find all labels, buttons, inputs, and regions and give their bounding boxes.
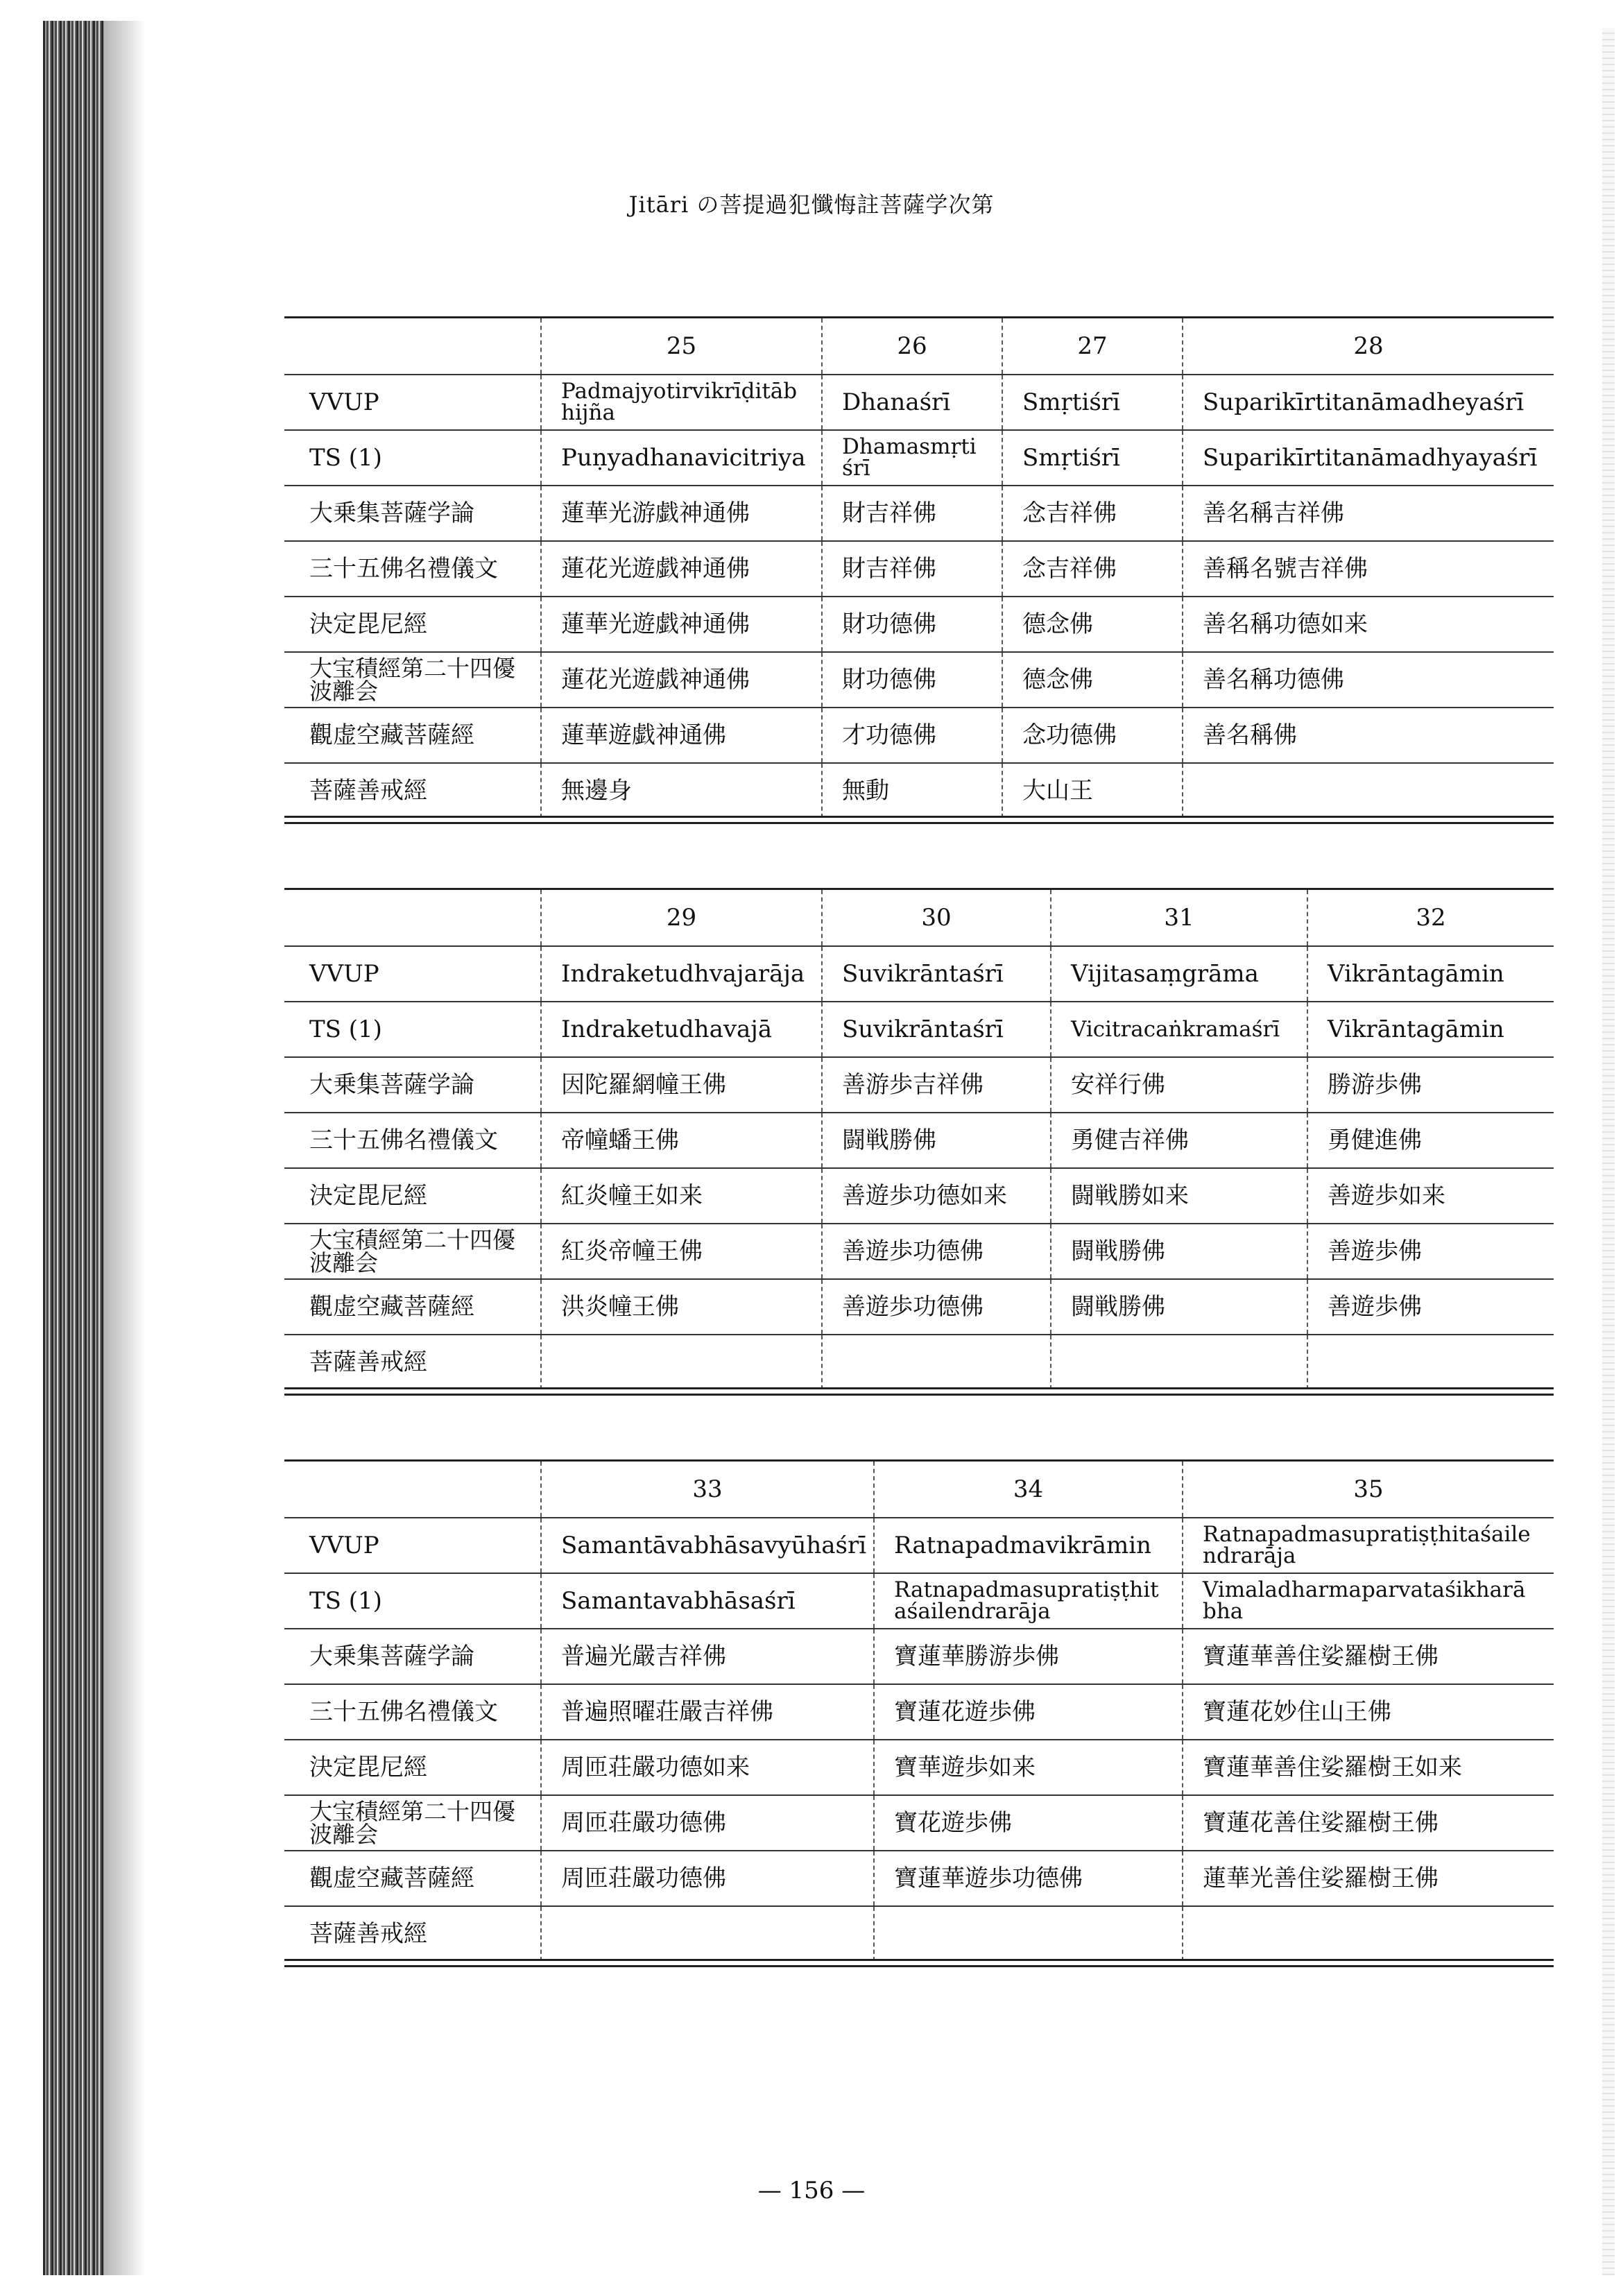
row-label: 觀虚空藏菩薩經 [284,1851,541,1906]
table-cell: 普遍光嚴吉祥佛 [541,1629,874,1684]
table-row [284,375,1554,430]
table-cell: 帝幢蟠王佛 [541,1113,822,1168]
table-cell: Suparikīrtitanāmadheyaśrī [1183,375,1554,430]
table-cell [1183,1906,1554,1961]
table-cell: 周匝荘嚴功德佛 [541,1851,874,1906]
table-row [284,1629,1554,1684]
table-cell: 寶蓮花妙住山王佛 [1183,1684,1554,1740]
table-cell: 洪炎幢王佛 [541,1279,822,1335]
table-cell: Suparikīrtitanāmadhyayaśrī [1183,430,1554,486]
table-cell: 善游歩吉祥佛 [822,1057,1051,1113]
row-label: TS (1) [284,1002,541,1057]
table-cell: 德念佛 [1002,597,1183,652]
scan-spine-shadow [43,21,104,2275]
table-cell: 念吉祥佛 [1002,486,1183,541]
table-row [284,1573,1554,1629]
table-cell: 寶蓮花善住娑羅樹王佛 [1183,1795,1554,1851]
table-cell: Ratnapadmasupratiṣṭhitaśailendrarāja [1183,1518,1554,1573]
table-cell: 寶花遊歩佛 [874,1795,1183,1851]
table-cell: 無邊身 [541,763,822,818]
table-cell: 善遊歩佛 [1307,1279,1554,1335]
table-cell: 寶華遊歩如来 [874,1740,1183,1795]
table-cell: Samantavabhāsaśrī [541,1573,874,1629]
column-number: 32 [1307,889,1554,947]
table-cell: 大山王 [1002,763,1183,818]
table-header-row [284,889,1554,947]
row-label: 大宝積經第二十四優波離会 [284,652,541,708]
row-label: VVUP [284,375,541,430]
table-row [284,1168,1554,1224]
table-row [284,1002,1554,1057]
table-cell: Suvikrāntaśrī [822,1002,1051,1057]
table-cell: Dhamasmṛtiśrī [822,430,1002,486]
table-cell: Padmajyotirvikrīḍitābhijña [541,375,822,430]
table-cell: 因陀羅網幢王佛 [541,1057,822,1113]
column-number: 25 [541,318,822,375]
row-label: 大乗集菩薩学論 [284,1057,541,1113]
table-cell: Vikrāntagāmin [1307,946,1554,1002]
table-cell: 周匝荘嚴功德如来 [541,1740,874,1795]
column-number: 26 [822,318,1002,375]
table-cell: 勝游歩佛 [1307,1057,1554,1113]
table-cell: Suvikrāntaśrī [822,946,1051,1002]
table-cell: Vicitracaṅkramaśrī [1051,1002,1307,1057]
table-cell: 善遊歩功德佛 [822,1279,1051,1335]
row-label: 三十五佛名禮儀文 [284,1684,541,1740]
row-label: 決定毘尼經 [284,1740,541,1795]
table-buddha-names-25-28 [284,316,1554,818]
table-cell: 寶蓮華遊歩功德佛 [874,1851,1183,1906]
table-cell: Vimaladharmaparvataśikharābha [1183,1573,1554,1629]
row-label: 大宝積經第二十四優波離会 [284,1224,541,1279]
table-cell: 蓮花光遊戯神通佛 [541,652,822,708]
table-cell: 寶蓮華勝游歩佛 [874,1629,1183,1684]
table-row [284,1224,1554,1279]
row-label: 三十五佛名禮儀文 [284,541,541,597]
table-row [284,946,1554,1002]
table-cell: 勇健進佛 [1307,1113,1554,1168]
row-label: 大宝積經第二十四優波離会 [284,1795,541,1851]
row-label: 決定毘尼經 [284,1168,541,1224]
table-cell: Dhanaśrī [822,375,1002,430]
table-cell: Smṛtiśrī [1002,430,1183,486]
table-cell: Ratnapadmasupratiṣṭhitaśailendrarāja [874,1573,1183,1629]
table-cell [541,1335,822,1389]
table-cell: 闘戦勝佛 [1051,1279,1307,1335]
table-cell: 蓮花光遊戯神通佛 [541,541,822,597]
row-label: 菩薩善戒經 [284,1906,541,1961]
table-row [284,1335,1554,1389]
table-row [284,541,1554,597]
table-row [284,1113,1554,1168]
table-cell: Ratnapadmavikrāmin [874,1518,1183,1573]
table-cell: 普遍照曜荘嚴吉祥佛 [541,1684,874,1740]
table-row [284,1684,1554,1740]
table-cell [1051,1335,1307,1389]
row-label: 大乗集菩薩学論 [284,1629,541,1684]
table-cell: 念功德佛 [1002,708,1183,763]
table-cell: 善名稱佛 [1183,708,1554,763]
column-number: 35 [1183,1461,1554,1518]
table-row [284,1906,1554,1961]
table-cell: 安祥行佛 [1051,1057,1307,1113]
column-number: 28 [1183,318,1554,375]
table-cell: 周匝荘嚴功德佛 [541,1795,874,1851]
table-row [284,708,1554,763]
table-cell: Samantāvabhāsavyūhaśrī [541,1518,874,1573]
table-cell: 蓮華光遊戯神通佛 [541,597,822,652]
table-cell [874,1906,1183,1961]
table-cell: 蓮華光善住娑羅樹王佛 [1183,1851,1554,1906]
table-cell: Indraketudhavajā [541,1002,822,1057]
table-cell: Vijitasaṃgrāma [1051,946,1307,1002]
row-label: TS (1) [284,430,541,486]
table-cell: 蓮華光游戯神通佛 [541,486,822,541]
table-cell: 財功德佛 [822,652,1002,708]
scan-right-edge [1602,28,1615,2275]
table-bottom-rule [284,816,1554,824]
table-row [284,1851,1554,1906]
table-cell: 闘戦勝如来 [1051,1168,1307,1224]
table-bottom-rule [284,1387,1554,1396]
scan-spine-fade [104,21,146,2275]
table-cell: 闘戦勝佛 [822,1113,1051,1168]
table-row [284,763,1554,818]
table-buddha-names-33-35 [284,1459,1554,1961]
row-label: TS (1) [284,1573,541,1629]
column-number: 33 [541,1461,874,1518]
table-cell: 蓮華遊戯神通佛 [541,708,822,763]
table-row [284,1740,1554,1795]
table-row [284,1795,1554,1851]
row-label: 菩薩善戒經 [284,1335,541,1389]
column-number: 29 [541,889,822,947]
row-label: 菩薩善戒經 [284,763,541,818]
row-label: 觀虚空藏菩薩經 [284,708,541,763]
table-cell: 善遊歩功德如来 [822,1168,1051,1224]
table-cell: 紅炎幢王如来 [541,1168,822,1224]
table-cell: 才功德佛 [822,708,1002,763]
table-cell: Indraketudhvajarāja [541,946,822,1002]
column-number: 31 [1051,889,1307,947]
table-cell: 善名稱功德如来 [1183,597,1554,652]
table-header-row [284,1461,1554,1518]
table-cell: 寶蓮華善住娑羅樹王佛 [1183,1629,1554,1684]
table-cell: 善遊歩功德佛 [822,1224,1051,1279]
table-cell: 寶蓮花遊歩佛 [874,1684,1183,1740]
table-row [284,597,1554,652]
column-number: 34 [874,1461,1183,1518]
table-buddha-names-29-32 [284,888,1554,1389]
column-number: 27 [1002,318,1183,375]
table-header-row [284,318,1554,375]
table-cell: 財吉祥佛 [822,541,1002,597]
table-cell: 紅炎帝幢王佛 [541,1224,822,1279]
table-cell: 德念佛 [1002,652,1183,708]
table-cell [1307,1335,1554,1389]
table-row [284,1057,1554,1113]
table-cell: 善遊歩佛 [1307,1224,1554,1279]
table-cell: Smṛtiśrī [1002,375,1183,430]
running-header: Jitāri の菩提過犯懺悔註菩薩学次第 [628,191,995,218]
column-number: 30 [822,889,1051,947]
table-cell: 財吉祥佛 [822,486,1002,541]
row-label: 三十五佛名禮儀文 [284,1113,541,1168]
page-number: — 156 — [757,2177,866,2204]
table-cell: 善稱名號吉祥佛 [1183,541,1554,597]
table-bottom-rule [284,1959,1554,1967]
table-cell: Puṇyadhanavicitriya [541,430,822,486]
table-cell: Vikrāntagāmin [1307,1002,1554,1057]
table-cell: 善名稱吉祥佛 [1183,486,1554,541]
table-cell: 善名稱功德佛 [1183,652,1554,708]
row-label: 觀虚空藏菩薩經 [284,1279,541,1335]
row-label: 大乗集菩薩学論 [284,486,541,541]
table-row [284,430,1554,486]
table-cell: 闘戦勝佛 [1051,1224,1307,1279]
table-row [284,486,1554,541]
table-cell [1183,763,1554,818]
table-cell [822,1335,1051,1389]
row-label: VVUP [284,946,541,1002]
table-row [284,1279,1554,1335]
row-label: 決定毘尼經 [284,597,541,652]
table-row [284,652,1554,708]
table-cell: 念吉祥佛 [1002,541,1183,597]
table-cell: 寶蓮華善住娑羅樹王如来 [1183,1740,1554,1795]
table-cell: 勇健吉祥佛 [1051,1113,1307,1168]
table-cell [541,1906,874,1961]
table-cell: 財功德佛 [822,597,1002,652]
row-label: VVUP [284,1518,541,1573]
table-row [284,1518,1554,1573]
table-cell: 善遊歩如来 [1307,1168,1554,1224]
table-cell: 無動 [822,763,1002,818]
